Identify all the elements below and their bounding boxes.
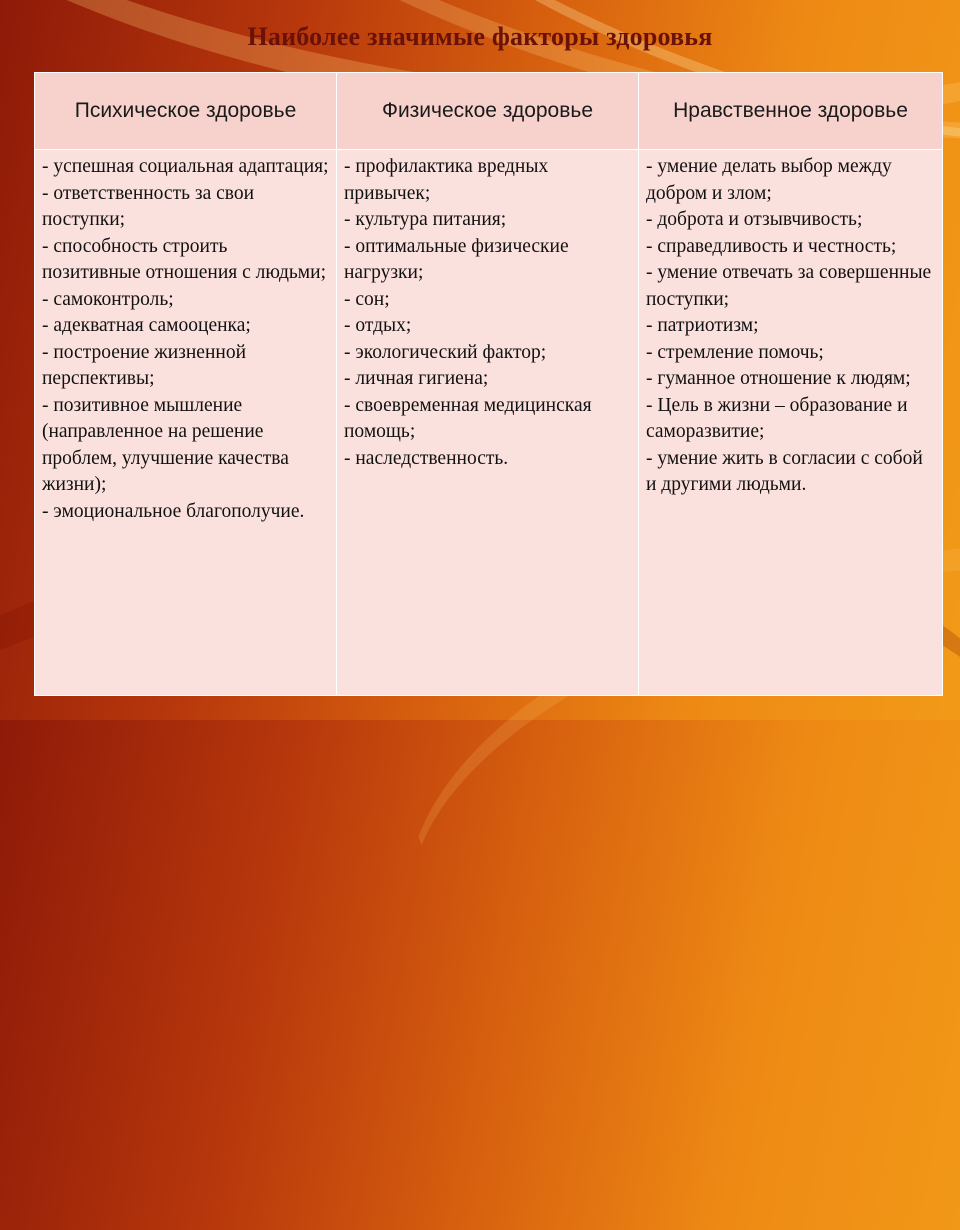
list-item: - патриотизм; xyxy=(646,315,759,336)
list-item: - личная гигиена; xyxy=(344,368,489,389)
list-item: - своевременная медицинская помощь; xyxy=(344,394,592,442)
table-header-row xyxy=(35,73,943,150)
mental-health-cell xyxy=(35,150,337,696)
list-item: - умение делать выбор между добром и злом; xyxy=(646,156,892,204)
list-item: - Цель в жизни – образование и саморазвитие; xyxy=(646,394,908,442)
list-item: - справедливость и честность; xyxy=(646,235,897,257)
list-item: - адекватная самооценка; xyxy=(42,315,251,336)
list-item: - позитивное мышление (направленное на решение проблем, улучшение качества жизни); xyxy=(42,394,289,495)
column-header-physical: Физическое здоровье xyxy=(337,73,639,150)
list-item: - стремление помочь; xyxy=(646,341,824,363)
list-item: - оптимальные физические нагрузки; xyxy=(344,235,569,283)
health-factors-table xyxy=(34,72,943,696)
list-item: - ответственность за свои поступки; xyxy=(42,182,255,230)
list-item: - самоконтроль; xyxy=(42,288,174,310)
column-header-moral: Нравственное здоровье xyxy=(639,73,943,150)
table-row xyxy=(35,150,943,696)
list-item: - эмоциональное благополучие. xyxy=(42,500,305,522)
list-item: - доброта и отзывчивость; xyxy=(646,209,863,230)
list-item: - отдых; xyxy=(344,315,412,336)
list-item: - культура питания; xyxy=(344,209,507,230)
moral-health-cell xyxy=(639,150,943,696)
list-item: - способность строить позитивные отношения с людьми; xyxy=(42,235,326,283)
list-item: - успешная социальная адаптация; xyxy=(42,156,329,177)
list-item: - сон; xyxy=(344,288,390,310)
list-item: - экологический фактор; xyxy=(344,341,547,363)
list-item: - наследственность. xyxy=(344,447,509,469)
list-item: - умение отвечать за совершенные поступки; xyxy=(646,262,932,310)
column-header-mental: Психическое здоровье xyxy=(35,73,337,150)
list-item: - построение жизненной перспективы; xyxy=(42,341,247,389)
page-title: Наиболее значимые факторы здоровья xyxy=(247,22,713,51)
list-item: - умение жить в согласии с собой и другими людьми. xyxy=(646,447,923,495)
physical-health-cell xyxy=(337,150,639,696)
list-item: - профилактика вредных привычек; xyxy=(344,156,549,204)
list-item: - гуманное отношение к людям; xyxy=(646,368,911,389)
